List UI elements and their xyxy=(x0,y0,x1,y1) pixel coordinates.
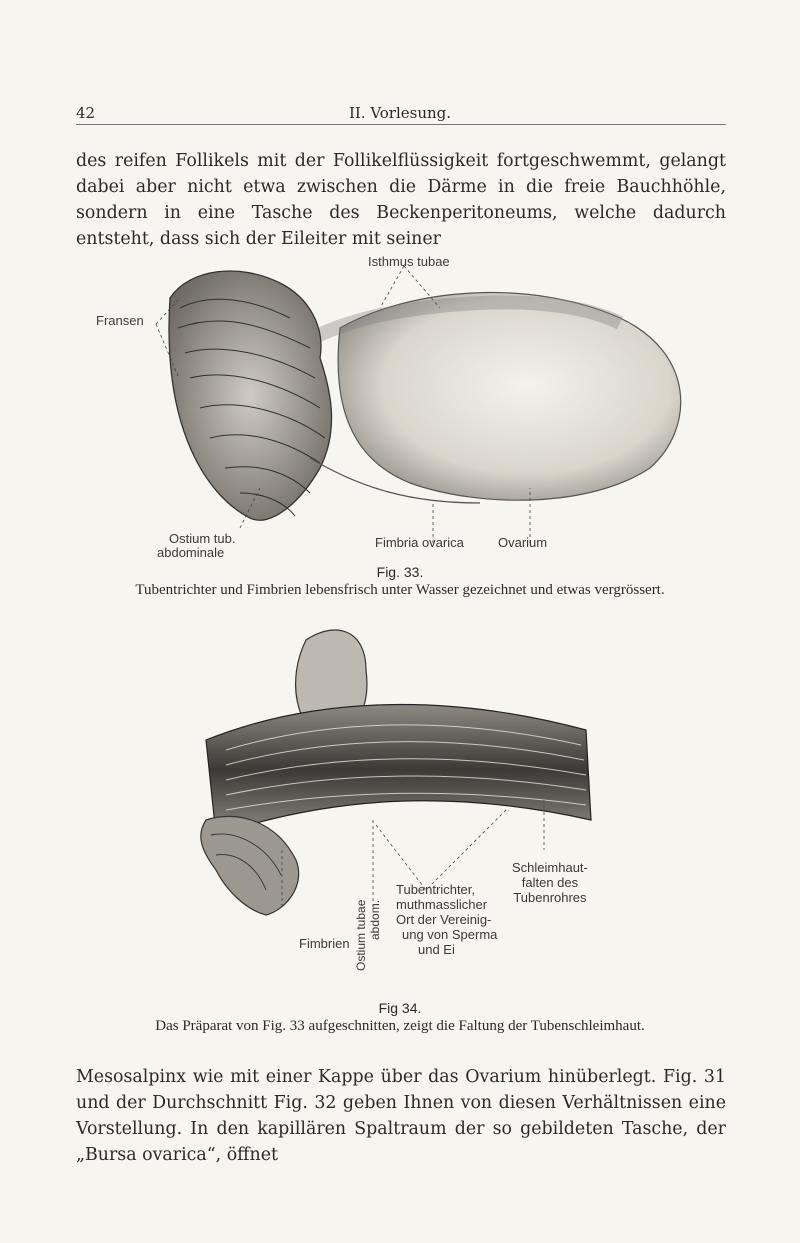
figure-34-caption: Das Präparat von Fig. 33 aufgeschnitten, zeigt die Faltung der Tubenschleimhaut. xyxy=(155,1018,645,1034)
label-isthmus-tubae: Isthmus tubae xyxy=(368,254,450,269)
label-tubentrichter xyxy=(396,882,497,957)
figure-33-number: Fig. 33. xyxy=(376,564,424,580)
label-tubentrichter-line: Tubentrichter, xyxy=(396,882,476,897)
label-abdom-vertical: abdom. xyxy=(368,899,382,940)
label-fimbria-ovarica: Fimbria ovarica xyxy=(375,535,464,550)
running-header: II. Vorlesung. xyxy=(348,104,452,122)
body-paragraph-bottom: Mesosalpinx wie mit einer Kappe über das Ovarium hinüberlegt. Fig. 31 und der Durchschnitt Fig. 32 geben Ihnen von diesen Verhältnissen eine Vorstellung. In den kapillären Spaltraum der so gebildeten Tasche, der „Bursa ovarica“, öffnet xyxy=(76,1067,726,1165)
label-schleimhaut xyxy=(512,860,588,905)
label-tubentrichter-line: muthmasslicher xyxy=(396,897,488,912)
label-ostium-1: Ostium tub. xyxy=(169,531,236,546)
label-tubentrichter-line: Ort der Vereinig- xyxy=(396,912,492,927)
label-tubentrichter-line: ung von Sperma xyxy=(402,927,498,942)
label-ostium-2: abdominale xyxy=(157,545,225,560)
label-ostium-tubae-vertical: Ostium tubae xyxy=(354,899,368,971)
label-schleimhaut-line: falten des xyxy=(521,875,579,890)
label-tubentrichter-line: und Ei xyxy=(418,942,455,957)
label-fimbrien: Fimbrien xyxy=(299,936,350,951)
figure-33-caption: Tubentrichter und Fimbrien lebensfrisch unter Wasser gezeichnet und etwas vergrössert. xyxy=(135,582,665,598)
body-paragraph-top: des reifen Follikels mit der Follikelflüssigkeit fortgeschwemmt, gelangt dabei aber nicht etwa zwischen die Därme in die freie Bauchhöhle, sondern in eine Tasche des Beckenperitoneums, welche dadurch entsteht, dass sich der Eileiter mit seiner xyxy=(76,151,726,249)
figure-33-illustration xyxy=(150,258,690,548)
header-rule xyxy=(76,124,726,125)
label-ovarium: Ovarium xyxy=(498,535,548,550)
label-schleimhaut-line: Tubenrohres xyxy=(513,890,587,905)
label-schleimhaut-line: Schleimhaut- xyxy=(512,860,588,875)
figure-34-number: Fig 34. xyxy=(378,1000,422,1016)
page-number: 42 xyxy=(76,104,96,122)
label-fransen: Fransen xyxy=(96,313,144,328)
